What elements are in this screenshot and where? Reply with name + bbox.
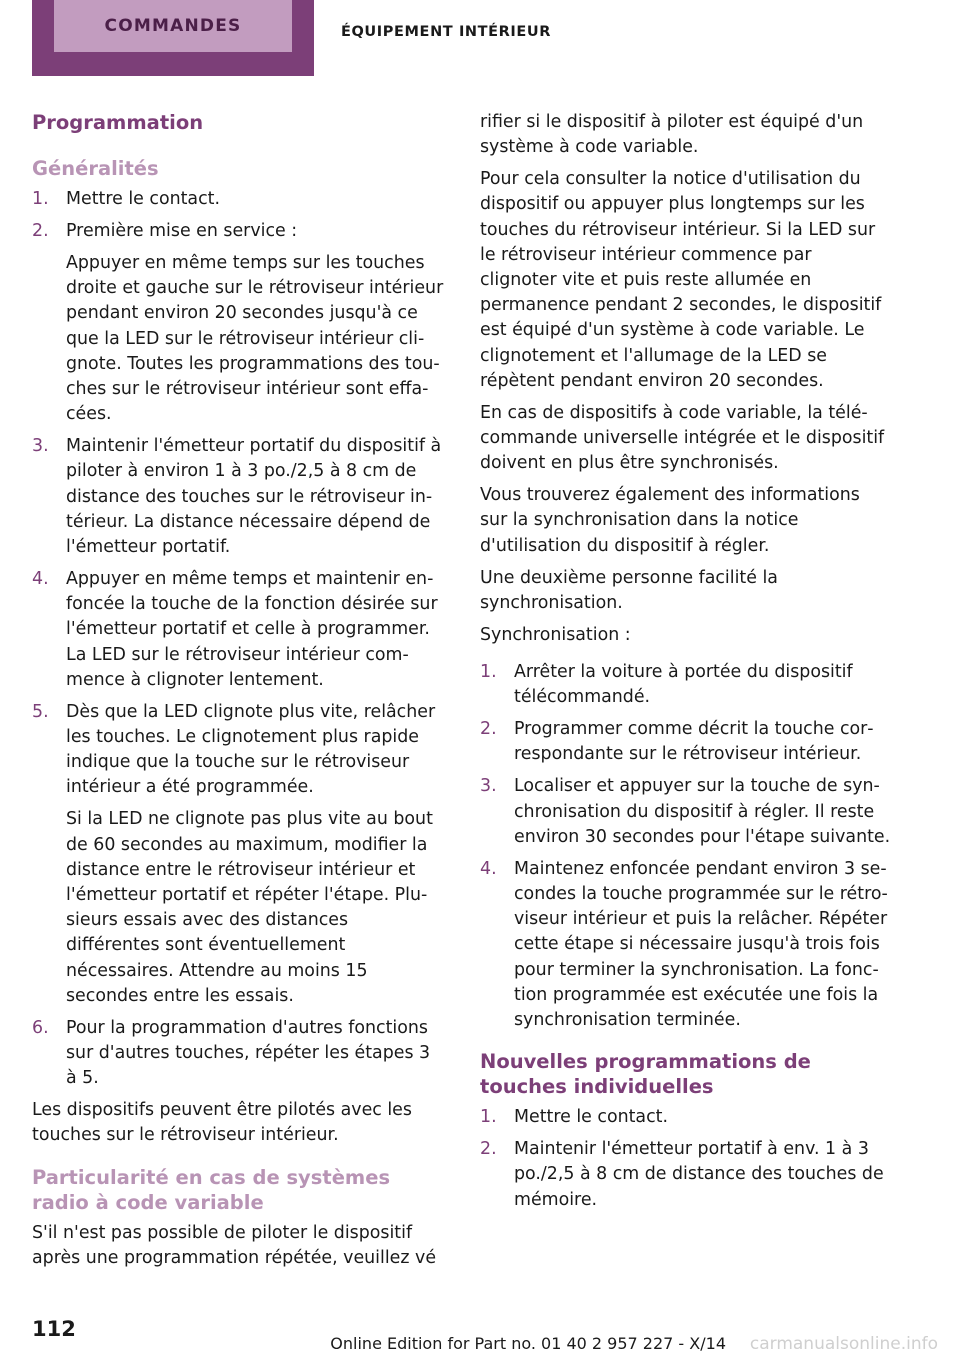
new-programming-steps-list bbox=[480, 1105, 892, 1213]
paragraph-deuxieme-personne: Une deuxième personne facilité la synchronisation. bbox=[480, 567, 778, 613]
subheading-generalites: Généralités bbox=[32, 157, 159, 180]
footer-edition: Online Edition for Part no. 01 40 2 957 227 - X/14 bbox=[330, 1334, 726, 1353]
list-item bbox=[480, 1105, 892, 1130]
step-number: 4. bbox=[32, 569, 49, 590]
paragraph-notice: Pour cela consulter la notice d'utilisation du dispositif ou appuyer plus longtemps sur les touches du rétroviseur intérieur. Si la LED sur le rétroviseur intérieur commence par clignoter vite et puis reste allumée en permanence pendant 2 secondes, le dispositif est équipé d'un système à code variable. Le clignotement et l'allumage de la LED se répètent pendant environ 20 secondes. bbox=[480, 169, 882, 391]
section-title-programmation: Programmation bbox=[32, 111, 204, 134]
subheading-code-variable: Particularité en cas de systèmes radio à code variable bbox=[32, 1165, 391, 1214]
right-column bbox=[480, 110, 892, 1220]
step-text: Mettre le contact. bbox=[514, 1107, 669, 1128]
list-item bbox=[32, 187, 444, 212]
paragraph-synchronises: En cas de dispositifs à code variable, la télécommande universelle intégrée et le dispositif doivent en plus être synchronisés. bbox=[480, 402, 885, 474]
list-item bbox=[32, 434, 444, 560]
list-item bbox=[32, 219, 444, 427]
subheading-nouvelles-programmations: Nouvelles programmations de touches individuelles bbox=[480, 1050, 811, 1099]
list-item bbox=[480, 717, 892, 767]
header-tab-label: COMMANDES bbox=[104, 16, 242, 36]
step-text: Pour la programmation d'autres fonctions sur d'autres touches, répéter les étapes 3 à 5. bbox=[66, 1017, 431, 1089]
step-number: 3. bbox=[32, 436, 49, 457]
step-number: 1. bbox=[480, 1107, 497, 1128]
paragraph-dispositifs: Les dispositifs peuvent être pilotés avec les touches sur le rétroviseur intérieur. bbox=[32, 1100, 412, 1146]
step-text: Première mise en service : bbox=[66, 221, 298, 241]
step-number: 6. bbox=[32, 1017, 49, 1038]
paragraph-informations: Vous trouverez également des informations sur la synchronisation dans la notice d'utilisation du dispositif à régler. bbox=[480, 485, 860, 556]
step-continuation: Si la LED ne clignote pas plus vite au bout de 60 secondes au maximum, modifier la distance entre le rétroviseur intérieur et l'émetteur portatif et répéter l'étape. Plusieurs essais avec des distances différentes sont éventuellement nécessaires. Attendre au moins 15 secondes entre les essais. bbox=[66, 809, 433, 1006]
list-item bbox=[32, 700, 444, 1009]
page-number: 112 bbox=[32, 1317, 76, 1341]
step-number: 2. bbox=[480, 1139, 497, 1160]
list-item bbox=[480, 660, 892, 710]
step-number: 1. bbox=[480, 662, 497, 683]
step-continuation: Appuyer en même temps sur les touches droite et gauche sur le rétroviseur intérieur pendant environ 20 secondes jusqu'à ce que la LED sur le rétroviseur intérieur clignote. Toutes les programmations des touches sur le rétroviseur intérieur sont effacées. bbox=[66, 253, 444, 425]
list-item bbox=[32, 567, 444, 693]
step-text: Programmer comme décrit la touche correspondante sur le rétroviseur intérieur. bbox=[514, 719, 874, 765]
step-number: 2. bbox=[480, 719, 497, 740]
step-text: Dès que la LED clignote plus vite, relâcher les touches. Le clignotement plus rapide indique que la touche sur le rétroviseur intérieur a été programmée. bbox=[66, 701, 436, 798]
header-tab-inner bbox=[54, 0, 292, 52]
step-text: Maintenez enfoncée pendant environ 3 secondes la touche programmée sur le rétroviseur intérieur et puis la relâcher. Répéter cette étape si nécessaire jusqu'à trois fois pour terminer la synchronisation. La fonction programmée est exécutée une fois la synchronisation terminée. bbox=[514, 858, 888, 1031]
step-text: Localiser et appuyer sur la touche de synchronisation du dispositif à régler. Il reste environ 30 secondes pour l'étape suivante. bbox=[514, 776, 891, 847]
paragraph-code-variable: S'il n'est pas possible de piloter le dispositif après une programmation répétée, veuillez vé bbox=[32, 1222, 437, 1268]
list-item bbox=[32, 1016, 444, 1092]
sync-steps-list bbox=[480, 660, 892, 1033]
programming-steps-list bbox=[32, 187, 444, 1091]
paragraph-synchronisation-label: Synchronisation : bbox=[480, 624, 631, 645]
list-item bbox=[480, 774, 892, 850]
step-number: 4. bbox=[480, 858, 497, 879]
list-item bbox=[480, 857, 892, 1033]
step-text: Arrêter la voiture à portée du dispositif télécommandé. bbox=[514, 662, 853, 708]
step-text: Maintenir l'émetteur portatif du dispositif à piloter à environ 1 à 3 po./2,5 à 8 cm de distance des touches sur le rétroviseur intérieur. La distance nécessaire dépend de l'émetteur portatif. bbox=[66, 436, 442, 558]
left-column bbox=[32, 110, 444, 1278]
header-section-title: ÉQUIPEMENT INTÉRIEUR bbox=[341, 24, 552, 40]
step-number: 5. bbox=[32, 701, 49, 722]
watermark: carmanualsonline.info bbox=[749, 1334, 938, 1354]
paragraph-verifier: rifier si le dispositif à piloter est équipé d'un système à code variable. bbox=[480, 112, 864, 158]
step-text: Maintenir l'émetteur portatif à env. 1 à 3 po./2,5 à 8 cm de distance des touches de mémoire. bbox=[514, 1139, 884, 1210]
list-item bbox=[480, 1137, 892, 1213]
step-number: 3. bbox=[480, 776, 497, 797]
step-text: Appuyer en même temps et maintenir enfoncée la touche de la fonction désirée sur l'émetteur portatif et celle à programmer. La LED sur le rétroviseur intérieur commence à clignoter lentement. bbox=[66, 569, 438, 690]
step-number: 1. bbox=[32, 189, 49, 209]
header-tab-commandes bbox=[32, 0, 314, 76]
step-number: 2. bbox=[32, 221, 49, 241]
step-text: Mettre le contact. bbox=[66, 189, 221, 209]
